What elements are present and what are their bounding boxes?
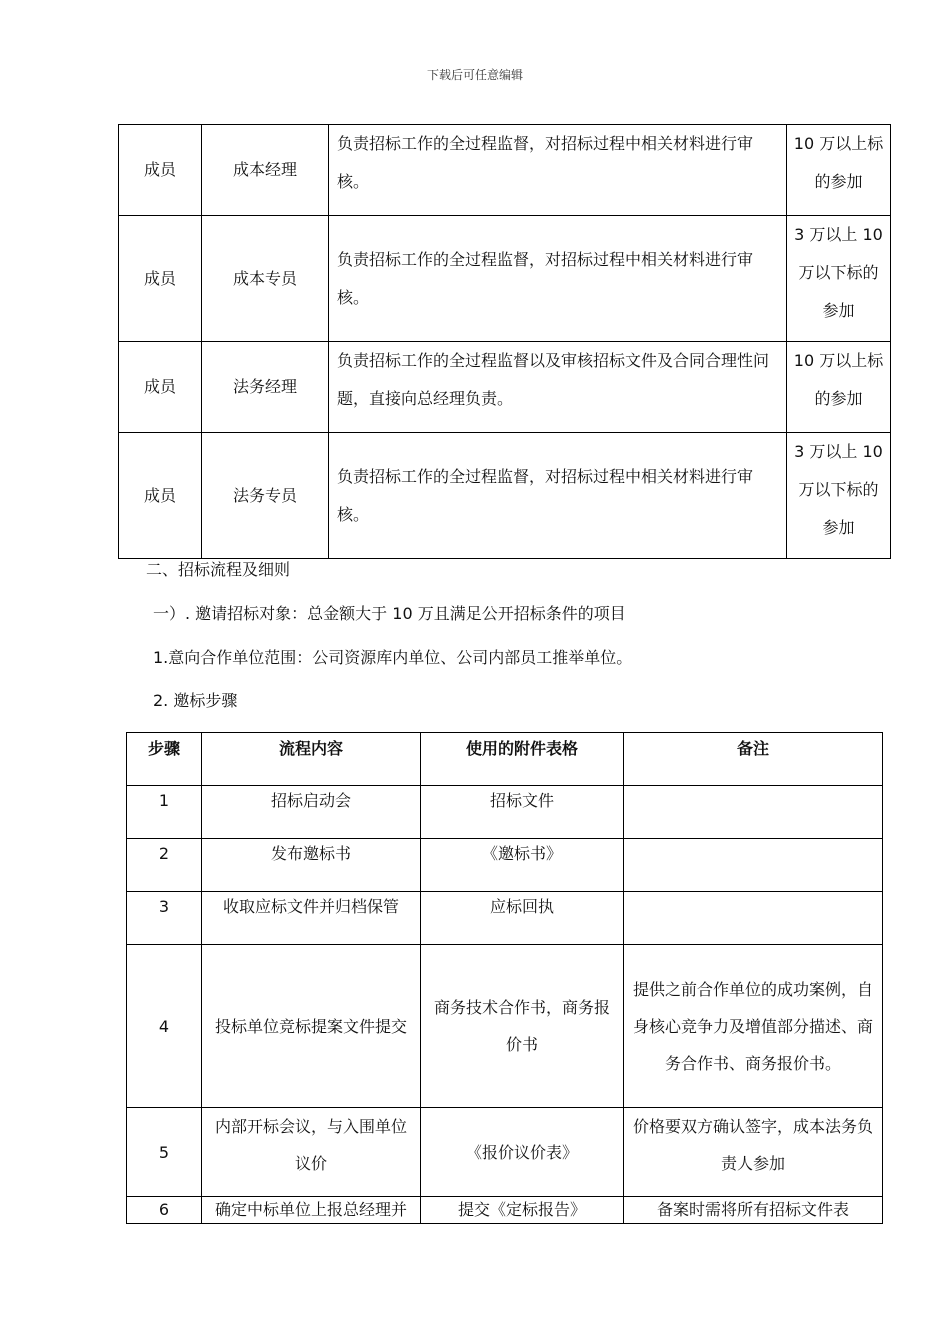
form-cell: 《邀标书》	[421, 839, 624, 892]
step-cell: 3	[127, 892, 202, 945]
note-cell: 提供之前合作单位的成功案例，自身核心竞争力及增值部分描述、商务合作书、商务报价书。	[624, 945, 883, 1108]
form-cell: 《报价议价表》	[421, 1108, 624, 1197]
step-cell: 2	[127, 839, 202, 892]
page-header-note: 下载后可任意编辑	[426, 68, 523, 82]
duty-cell: 负责招标工作的全过程监督，对招标过程中相关材料进行审核。	[329, 216, 787, 342]
form-cell: 招标文件	[421, 786, 624, 839]
form-cell: 应标回执	[421, 892, 624, 945]
role-cell: 成员	[119, 433, 202, 559]
subsection-title: 一）. 邀请招标对象：总金额大于 10 万且满足公开招标条件的项目	[153, 604, 626, 623]
step-cell: 1	[127, 786, 202, 839]
content-cell: 发布邀标书	[202, 839, 421, 892]
table-row	[119, 342, 891, 433]
table-row	[127, 839, 883, 892]
scope-cell: 3 万以上 10 万以下标的参加	[787, 433, 891, 559]
table-header-row	[127, 733, 883, 786]
section-title: 二、招标流程及细则	[146, 560, 291, 579]
content-cell: 确定中标单位上报总经理并	[202, 1197, 421, 1224]
table-row	[127, 1108, 883, 1197]
table-row	[127, 945, 883, 1108]
title-cell: 成本经理	[202, 125, 329, 216]
note-cell	[624, 786, 883, 839]
column-header: 备注	[624, 733, 883, 786]
item-scope: 1.意向合作单位范围：公司资源库内单位、公司内部员工推举单位。	[153, 648, 633, 667]
table-row	[119, 216, 891, 342]
duty-cell: 负责招标工作的全过程监督，对招标过程中相关材料进行审核。	[329, 433, 787, 559]
role-cell: 成员	[119, 342, 202, 433]
step-cell: 5	[127, 1108, 202, 1197]
table-row	[119, 125, 891, 216]
title-cell: 成本专员	[202, 216, 329, 342]
duty-cell: 负责招标工作的全过程监督，对招标过程中相关材料进行审核。	[329, 125, 787, 216]
step-cell: 6	[127, 1197, 202, 1224]
content-cell: 招标启动会	[202, 786, 421, 839]
table-row	[119, 433, 891, 559]
table-row	[127, 786, 883, 839]
roles-table	[118, 124, 891, 559]
scope-cell: 3 万以上 10 万以下标的参加	[787, 216, 891, 342]
scope-cell: 10 万以上标的参加	[787, 342, 891, 433]
role-cell: 成员	[119, 125, 202, 216]
content-cell: 投标单位竞标提案文件提交	[202, 945, 421, 1108]
content-cell: 收取应标文件并归档保管	[202, 892, 421, 945]
column-header: 流程内容	[202, 733, 421, 786]
table-row	[127, 892, 883, 945]
role-cell: 成员	[119, 216, 202, 342]
note-cell: 价格要双方确认签字，成本法务负责人参加	[624, 1108, 883, 1197]
note-cell	[624, 839, 883, 892]
table-row	[127, 1197, 883, 1224]
note-cell	[624, 892, 883, 945]
form-cell: 提交《定标报告》	[421, 1197, 624, 1224]
title-cell: 法务经理	[202, 342, 329, 433]
duty-cell: 负责招标工作的全过程监督以及审核招标文件及合同合理性问题，直接向总经理负责。	[329, 342, 787, 433]
form-cell: 商务技术合作书，商务报价书	[421, 945, 624, 1108]
title-cell: 法务专员	[202, 433, 329, 559]
scope-cell: 10 万以上标的参加	[787, 125, 891, 216]
column-header: 步骤	[127, 733, 202, 786]
column-header: 使用的附件表格	[421, 733, 624, 786]
note-cell: 备案时需将所有招标文件表	[624, 1197, 883, 1224]
item-steps-heading: 2. 邀标步骤	[153, 691, 238, 710]
step-cell: 4	[127, 945, 202, 1108]
content-cell: 内部开标会议，与入围单位议价	[202, 1108, 421, 1197]
steps-table	[126, 732, 883, 1224]
